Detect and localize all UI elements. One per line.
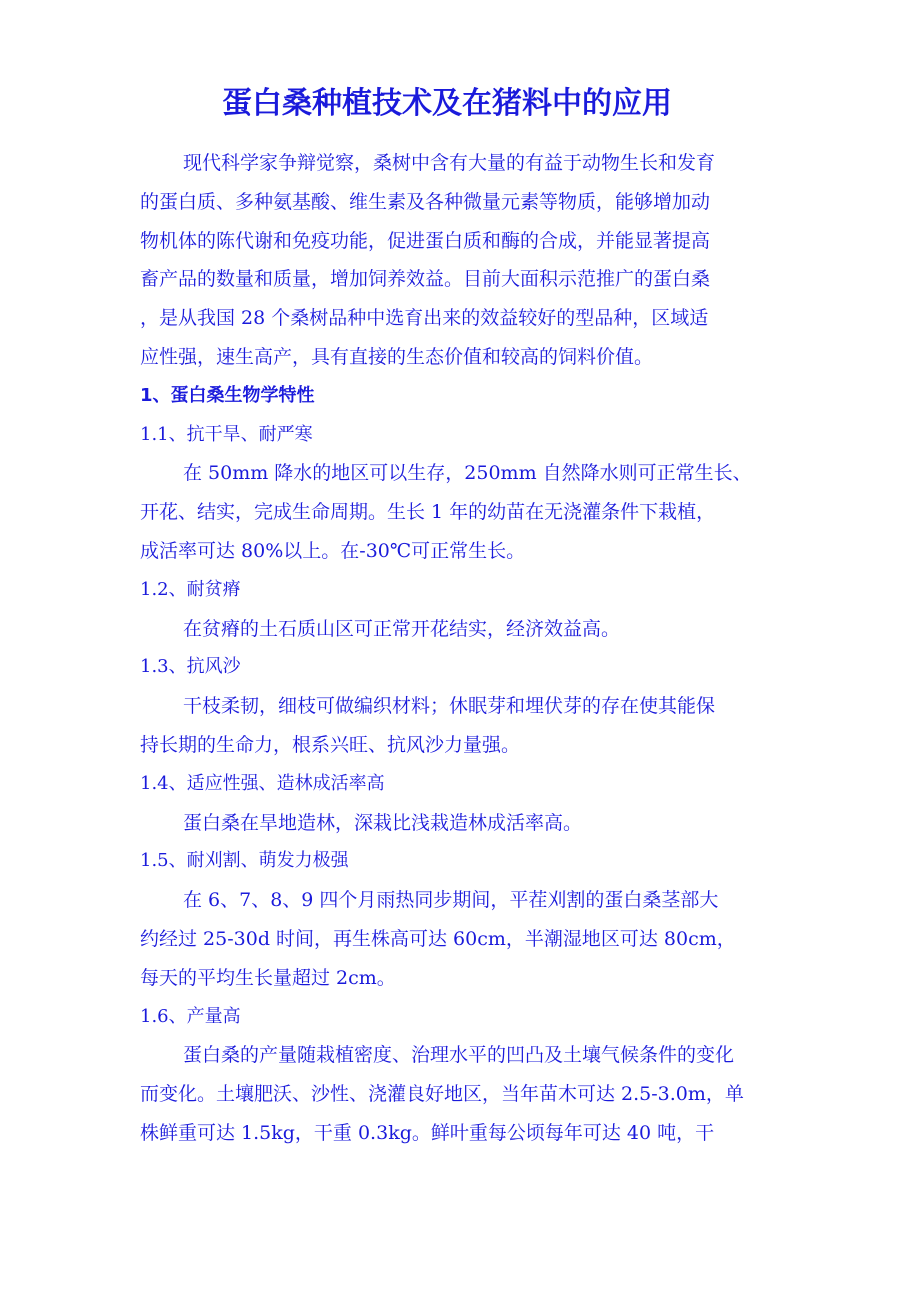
paragraph-line: 开花、结实，完成生命周期。生长 1 年的幼苗在无浇灌条件下栽植， bbox=[140, 501, 716, 524]
paragraph-line: 在 6、7、8、9 四个月雨热同步期间，平茬刈割的蛋白桑茎部大 bbox=[183, 889, 719, 912]
subsection-heading: 1.3、抗风沙 bbox=[140, 656, 241, 678]
paragraph-line: ，是从我国 28 个桑树品种中选育出来的效益较好的型品种，区域适 bbox=[140, 307, 709, 330]
section-heading: 1、蛋白桑生物学特性 bbox=[140, 384, 315, 406]
paragraph-line: 在 50mm 降水的地区可以生存，250mm 自然降水则可正常生长、 bbox=[183, 462, 752, 485]
paragraph-line: 畜产品的数量和质量，增加饲养效益。目前大面积示范推广的蛋白桑 bbox=[140, 268, 711, 291]
subsection-heading: 1.4、适应性强、造林成活率高 bbox=[140, 772, 385, 794]
paragraph-line: 的蛋白质、多种氨基酸、维生素及各种微量元素等物质，能够增加动 bbox=[140, 190, 711, 213]
subsection-heading: 1.1、抗干旱、耐严寒 bbox=[140, 423, 313, 445]
page-title: 蛋白桑种植技术及在猪料中的应用 bbox=[222, 86, 672, 121]
paragraph-line: 物机体的陈代谢和免疫功能，促进蛋白质和酶的合成，并能显著提高 bbox=[140, 229, 711, 252]
subsection-heading: 1.2、耐贫瘠 bbox=[140, 578, 241, 600]
subsection-heading: 1.6、产量高 bbox=[140, 1005, 241, 1027]
subsection-heading: 1.5、耐刈割、萌发力极强 bbox=[140, 850, 349, 872]
paragraph-line: 每天的平均生长量超过 2cm。 bbox=[140, 966, 396, 989]
document-body bbox=[140, 144, 800, 1153]
paragraph-line: 成活率可达 80%以上。在-30℃可正常生长。 bbox=[140, 539, 526, 562]
paragraph-line: 现代科学家争辩觉察，桑树中含有大量的有益于动物生长和发育 bbox=[183, 152, 716, 174]
paragraph-line: 蛋白桑的产量随栽植密度、治理水平的凹凸及土壤气候条件的变化 bbox=[183, 1044, 735, 1067]
paragraph-line: 在贫瘠的土石质山区可正常开花结实，经济效益高。 bbox=[183, 617, 621, 640]
paragraph-line: 应性强，速生高产，具有直接的生态价值和较高的饲料价值。 bbox=[140, 345, 654, 368]
paragraph-line: 持长期的生命力，根系兴旺、抗风沙力量强。 bbox=[140, 733, 521, 756]
paragraph-line: 干枝柔韧，细枝可做编织材料；休眠芽和埋伏芽的存在使其能保 bbox=[183, 695, 716, 718]
paragraph-line: 约经过 25-30d 时间，再生株高可达 60cm，半潮湿地区可达 80cm， bbox=[140, 927, 736, 950]
paragraph-line: 蛋白桑在旱地造林，深栽比浅栽造林成活率高。 bbox=[183, 811, 583, 834]
paragraph-line: 株鲜重可达 1.5kg，干重 0.3kg。鲜叶重每公顷每年可达 40 吨，干 bbox=[140, 1121, 715, 1144]
paragraph-line: 而变化。土壤肥沃、沙性、浇灌良好地区，当年苗木可达 2.5-3.0m，单 bbox=[140, 1083, 744, 1106]
